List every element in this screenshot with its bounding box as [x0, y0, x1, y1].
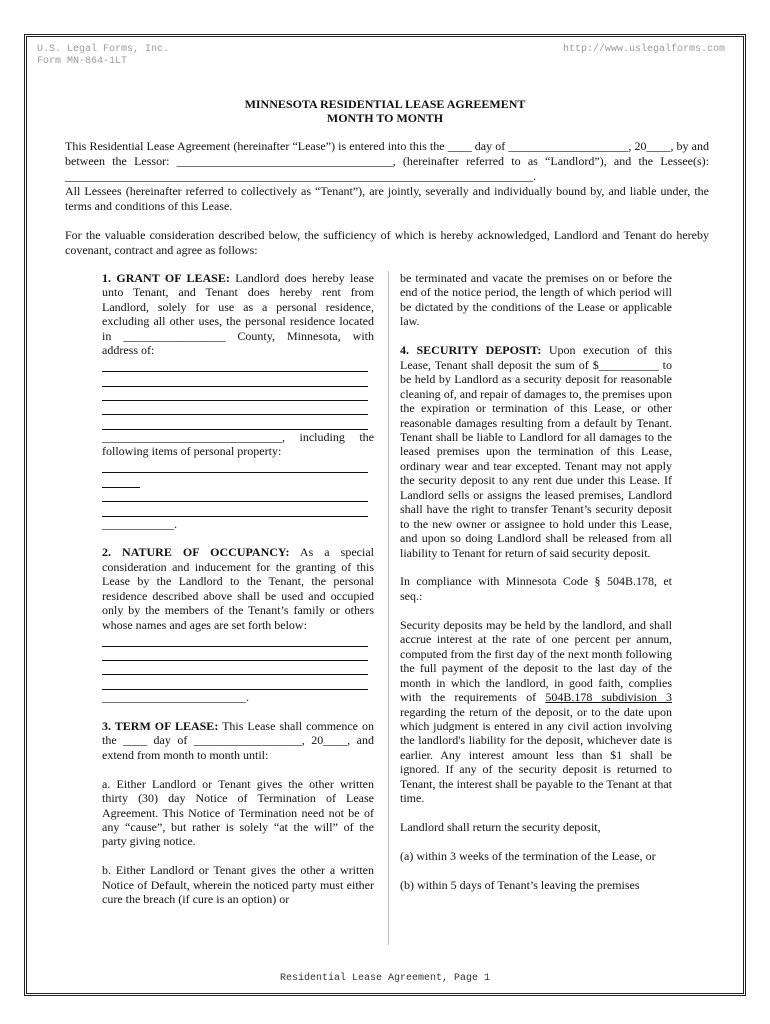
intro-block-2 [65, 228, 709, 258]
intro-block [65, 139, 709, 214]
occupant-line [102, 647, 368, 661]
section-1-text: Landlord does hereby lease unto Tenant, and Tenant does hereby rent from Landlord, solely for use as a personal residence, excluding all other uses, the personal residence located in _________________ County, Minnesota, with address of: [102, 271, 374, 358]
page-footer: Residential Lease Agreement, Page 1 [279, 973, 491, 984]
return-option-a: (a) within 3 weeks of the termination of the Lease, or [400, 849, 656, 864]
column-divider [388, 271, 389, 945]
section-3-b: b. Either Landlord or Tenant gives the other a written Notice of Default, wherein the noticed party must either cure the breach (if cure is an option) or [102, 863, 374, 907]
property-lines [102, 459, 374, 517]
document-title [27, 97, 743, 125]
section-4-heading: 4. SECURITY DEPOSIT: [400, 343, 542, 358]
occupant-line [102, 675, 368, 689]
property-line [102, 502, 368, 516]
title-line-1: MINNESOTA RESIDENTIAL LEASE AGREEMENT [244, 97, 526, 111]
address-line [102, 387, 368, 401]
form-id: Form MN-864-1LT [37, 56, 128, 67]
section-4 [400, 343, 672, 560]
section-3-heading: 3. TERM OF LEASE: [102, 718, 219, 733]
address-line [102, 372, 368, 386]
section-1 [102, 271, 374, 358]
return-option-b: (b) within 5 days of Tenant’s leaving the premises [400, 877, 640, 892]
property-line [102, 459, 368, 473]
intro-paragraph-2: All Lessees (hereinafter referred to collectively as “Tenant”), are jointly, severally and individually bound by, and liable under, the terms and conditions of this Lease. [65, 183, 709, 213]
compliance-note: In compliance with Minnesota Code § 504B.178, et seq.: [400, 574, 672, 603]
occupant-line [102, 661, 368, 675]
section-2-end: ________________________. [102, 689, 249, 704]
header-left [37, 44, 169, 68]
title-line-2: MONTH TO MONTH [326, 111, 444, 125]
section-2 [102, 545, 374, 632]
header-url[interactable]: http://www.uslegalforms.com [562, 44, 725, 55]
address-lines [102, 358, 374, 430]
intro-paragraph-1: This Residential Lease Agreement (hereinafter “Lease”) is entered into this the ____ day of ____________________, 20____, by and between the Lessor: ____________________________________, (hereinafter referred to as “Landlord”), and the Lessee(s): ______________________________________________________________________________. [65, 139, 709, 183]
right-column [400, 271, 672, 892]
occupant-lines [102, 632, 374, 690]
property-line [102, 473, 140, 487]
sd-text-b: regarding the return of the deposit, or to the date upon which judgment is entered in any civil action involving the landlord's liability for the deposit, whichever date is earlier. Any interest amount less than $1 shall be ignored. If any of the security deposit is returned to Tenant, the interest shall be payable to the Tenant at that time. [400, 704, 672, 806]
section-2-heading: 2. NATURE OF OCCUPANCY: [102, 545, 290, 560]
company-name: U.S. Legal Forms, Inc. [37, 44, 170, 55]
section-1-including: ______________________________, including the following items of personal property: [102, 429, 374, 459]
occupant-line [102, 632, 368, 646]
section-4-text: Upon execution of this Lease, Tenant shall deposit the sum of $__________ to be held by Landlord as a security deposit for reasonable cleaning of, and repair of damages to, the premises upon the expiration or termination of this Lease, or other reasonable damages resulting from a default by Tenant. Tenant shall be liable to Landlord for all damages to the leased premises upon the termination of this Lease, ordinary wear and tear excepted. Tenant may not apply the security deposit to any rent due under this Lease. If Landlord sells or assigns the leased premises, Landlord shall have the right to transfer Tenant’s security deposit to the new owner or assignee to hold under this Lease, and upon so doing Landlord shall be released from all liability to Tenant for return of said security deposit. [400, 343, 672, 560]
section-2-text: As a special consideration and inducement for the granting of this Lease by the Landlord to the Tenant, the personal residence described above shall be used and occupied only by the members of the Tenant’s family or others whose names and ages are set forth below: [102, 545, 374, 632]
section-1-heading: 1. GRANT OF LEASE: [102, 271, 230, 285]
section-3-text: This Lease shall commence on the ____ day of __________________, 20____, and extend from month to month until: [102, 718, 374, 762]
address-line [102, 415, 368, 429]
section-3-a: a. Either Landlord or Tenant gives the other written thirty (30) day Notice of Termination of Lease Agreement. This Notice of Termination need not be of any “cause”, but rather is solely “at the will” of the party giving notice. [102, 776, 374, 849]
section-3-continued: be terminated and vacate the premises on or before the end of the notice period, the length of which period will be dictated by the conditions of the Lease or applicable law. [400, 271, 672, 329]
section-1-end: ____________. [102, 516, 177, 531]
security-deposit-rules [400, 618, 672, 806]
address-line [102, 401, 368, 415]
intro-paragraph-3: For the valuable consideration described below, the sufficiency of which is hereby acknowledged, Landlord and Tenant do hereby covenant, contract and agree as follows: [65, 228, 709, 257]
section-3 [102, 719, 374, 762]
property-line [102, 488, 368, 502]
sd-text-a: Security deposits may be held by the landlord, and shall accrue interest at the rate of one percent per annum, computed from the first day of the next month following the full payment of the deposit to the last day of the month in which the landlord, in good faith, complies with the requirements of [400, 617, 672, 705]
document-page [24, 34, 746, 996]
statute-link[interactable]: 504B.178 subdivision 3 [545, 690, 672, 705]
left-column [102, 271, 374, 907]
return-clause: Landlord shall return the security deposit, [400, 820, 601, 835]
address-line [102, 358, 368, 372]
